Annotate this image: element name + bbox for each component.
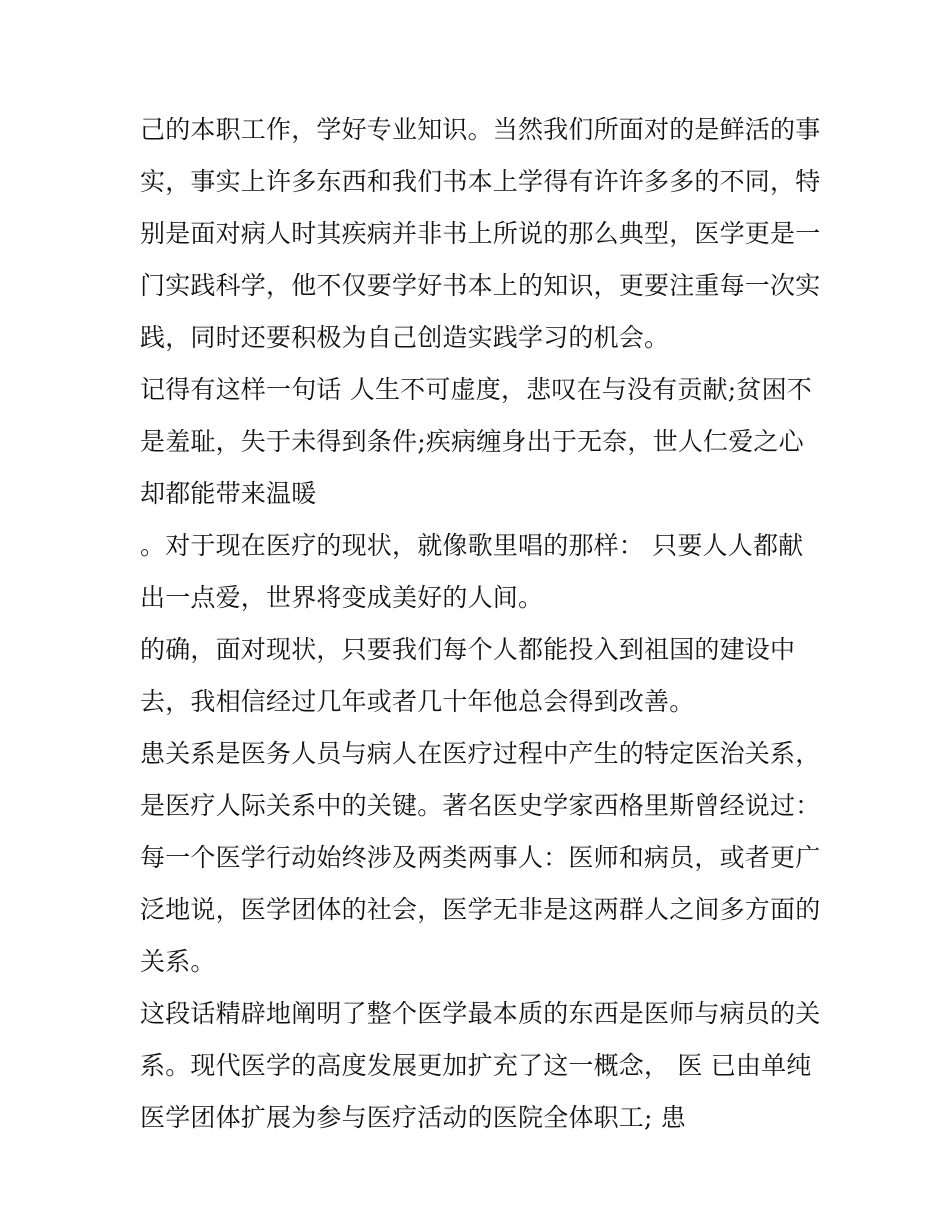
text-line: 出一点爱，世界将变成美好的人间。 <box>140 583 544 612</box>
text-line: 别是面对病人时其疾病并非书上所说的那么典型，医学更是一 <box>140 219 821 248</box>
text-line: 的确，面对现状，只要我们每个人都能投入到祖国的建设中 <box>140 635 796 664</box>
text-line: 门实践科学，他不仅要学好书本上的知识，更要注重每一次实 <box>140 271 821 300</box>
text-line: 己的本职工作，学好专业知识。当然我们所面对的是鲜活的事 <box>140 115 821 144</box>
text-line: 系。现代医学的高度发展更加扩充了这一概念， 医 已由单纯 <box>140 1051 812 1080</box>
text-line: 。对于现在医疗的现状，就像歌里唱的那样： 只要人人都献 <box>140 531 804 560</box>
text-line: 医学团体扩展为参与医疗活动的医院全体职工; 患 <box>140 1103 686 1132</box>
text-line: 记得有这样一句话 人生不可虚度，悲叹在与没有贡献;贫困不 <box>140 375 812 404</box>
text-line: 实，事实上许多东西和我们书本上学得有许许多多的不同，特 <box>140 167 821 196</box>
text-line: 却都能带来温暖 <box>140 479 317 508</box>
text-line: 患关系是医务人员与病人在医疗过程中产生的特定医治关系， <box>140 739 821 768</box>
text-line: 践，同时还要积极为自己创造实践学习的机会。 <box>140 323 670 352</box>
text-line: 每一个医学行动始终涉及两类两事人：医师和病员，或者更广 <box>140 843 821 872</box>
text-line: 去，我相信经过几年或者几十年他总会得到改善。 <box>140 687 695 716</box>
text-line: 关系。 <box>140 947 216 976</box>
body-text <box>140 104 820 1144</box>
text-line: 是医疗人际关系中的关键。著名医史学家西格里斯曾经说过： <box>140 791 821 820</box>
text-line: 泛地说，医学团体的社会，医学无非是这两群人之间多方面的 <box>140 895 821 924</box>
text-line: 这段话精辟地阐明了整个医学最本质的东西是医师与病员的关 <box>140 999 821 1028</box>
text-line: 是羞耻，失于未得到条件;疾病缠身出于无奈，世人仁爱之心 <box>140 427 804 456</box>
